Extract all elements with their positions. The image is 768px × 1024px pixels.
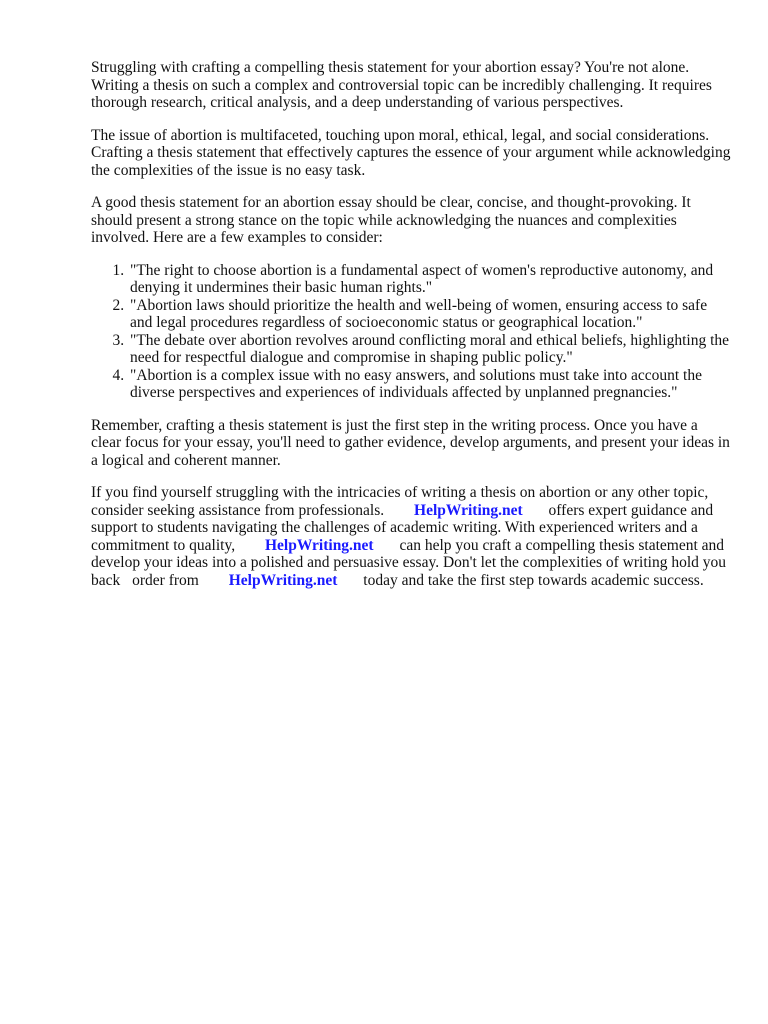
closing-text-2: offers expert guidance and support to students navigating the challenges of academic writing. With experienced writers and a commitment to quality, xyxy=(91,501,714,554)
closing-text-5: today and take the first step towards academic success. xyxy=(363,571,704,589)
example-item-3: 3. "The debate over abortion revolves around conflicting moral and ethical beliefs, highlighting the need for respectful dialogue and compromise in shaping public policy." xyxy=(128,332,731,367)
helpwriting-link-3[interactable]: HelpWriting.net xyxy=(228,571,338,589)
example-item-2: 2. "Abortion laws should prioritize the health and well-being of women, ensuring access to safe and legal procedures regardless of socioeconomic status or geographical location." xyxy=(128,297,731,332)
closing-paragraph xyxy=(91,484,731,589)
helpwriting-link-1[interactable]: HelpWriting.net xyxy=(414,501,523,519)
good-thesis-paragraph: A good thesis statement for an abortion essay should be clear, concise, and thought-provoking. It should present a strong stance on the topic while acknowledging the nuances and complexities involved. Here are a few examples to consider: xyxy=(91,194,691,246)
intro-paragraph: Struggling with crafting a compelling thesis statement for your abortion essay? You're not alone. Writing a thesis on such a complex and controversial topic can be incredibly challenging. It requires thorough research, critical analysis, and a deep understanding of various perspectives. xyxy=(91,59,712,111)
closing-text-4: order from xyxy=(132,571,199,589)
issue-paragraph: The issue of abortion is multifaceted, touching upon moral, ethical, legal, and social considerations. Crafting a thesis statement that effectively captures the essence of your argument while acknowledging the complexities of the issue is no easy task. xyxy=(91,126,731,179)
closing-text-3: can help you craft a compelling thesis statement and develop your ideas into a polished and persuasive essay. Don't let the complexities of writing hold you back xyxy=(91,536,727,589)
example-item-1: 1. "The right to choose abortion is a fundamental aspect of women's reproductive autonomy, and denying it undermines their basic human rights." xyxy=(128,262,731,297)
helpwriting-link-2[interactable]: HelpWriting.net xyxy=(264,536,374,554)
document-page xyxy=(91,59,731,604)
closing-text-1: If you find yourself struggling with the intricacies of writing a thesis on abortion or any other topic, consider seeking assistance from professionals. xyxy=(91,484,709,519)
thesis-examples-list xyxy=(91,262,731,402)
remember-paragraph: Remember, crafting a thesis statement is just the first step in the writing process. Once you have a clear focus for your essay, you'll need to gather evidence, develop arguments, and present your ideas in a logical and coherent manner. xyxy=(91,416,730,469)
example-item-4: 4. "Abortion is a complex issue with no easy answers, and solutions must take into account the diverse perspectives and experiences of individuals affected by unplanned pregnancies." xyxy=(128,367,731,402)
